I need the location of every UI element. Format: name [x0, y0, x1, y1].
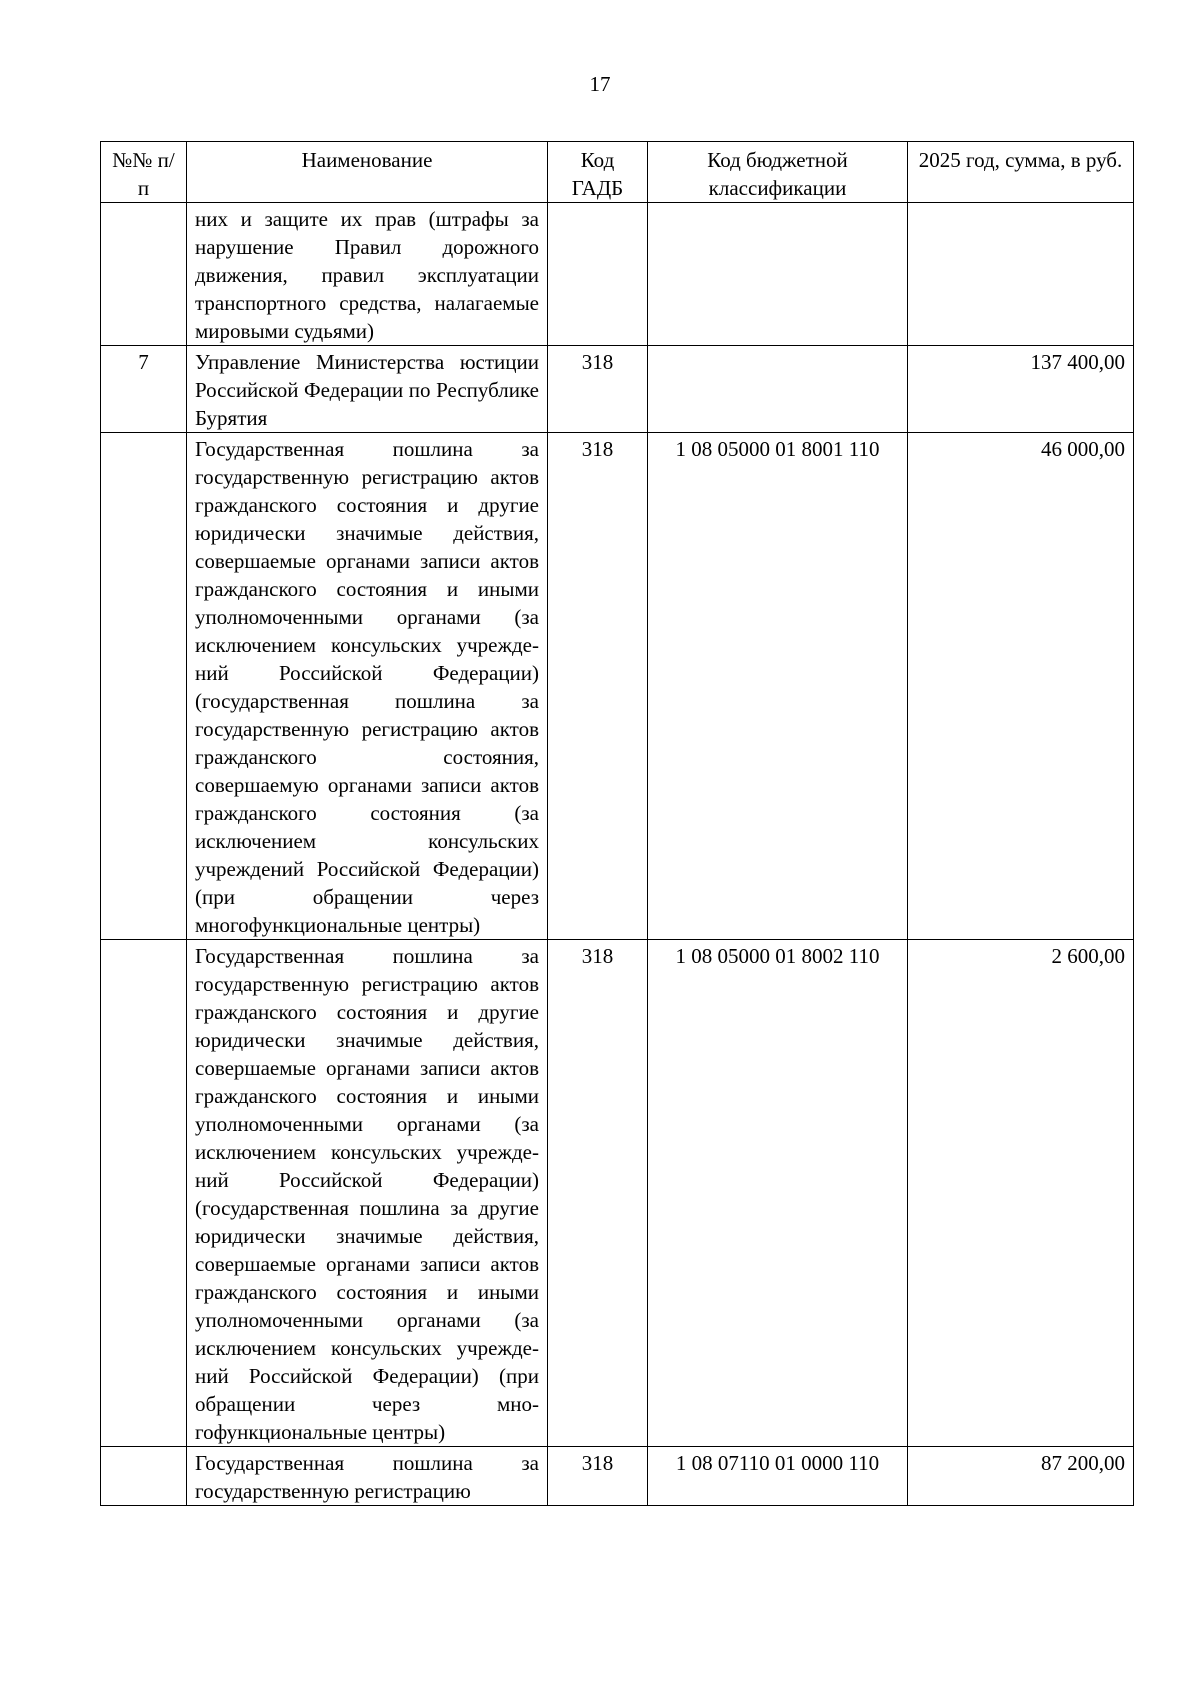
row-gadb [548, 203, 648, 346]
row-name: Государственная пошлина за государственную регистрацию актов гражданского состояния и другие юридически значимые действия, совершаемые органами записи актов гражданского состояния и иными уполномоченными органами (за исключением консульских учреждений Российской Федерации) (государственная пошлина за другие юридически значимые действия, совершаемые органами записи актов гражданского состояния и иными уполномоченными органами (за исключением консульских учреждений Российской Федерации) (при обращении через многофункциональные центры) [187, 940, 548, 1447]
row-sum [908, 203, 1134, 346]
row-gadb: 318 [548, 940, 648, 1447]
header-kbk: Код бюджетной классификации [648, 142, 908, 203]
row-num [101, 433, 187, 940]
row-name: Государственная пошлина за государственную регистрацию [187, 1447, 548, 1506]
table-row [101, 1447, 1134, 1506]
header-sum: 2025 год, сумма, в руб. [908, 142, 1134, 203]
row-sum: 46 000,00 [908, 433, 1134, 940]
table-row [101, 433, 1134, 940]
row-gadb: 318 [548, 1447, 648, 1506]
row-num [101, 203, 187, 346]
row-sum: 2 600,00 [908, 940, 1134, 1447]
row-kbk [648, 203, 908, 346]
row-name: них и защите их прав (штрафы за нарушение Правил дорожного движения, правил эксплуатации транспортного средства, налагаемые мировыми судьями) [187, 203, 548, 346]
header-num: №№ п/п [101, 142, 187, 203]
row-kbk [648, 346, 908, 433]
budget-revenue-table [100, 141, 1134, 1506]
row-gadb: 318 [548, 433, 648, 940]
row-name: Управление Министерства юстиции Российской Федерации по Республике Бурятия [187, 346, 548, 433]
row-num [101, 940, 187, 1447]
row-kbk: 1 08 07110 01 0000 110 [648, 1447, 908, 1506]
row-sum: 137 400,00 [908, 346, 1134, 433]
row-num: 7 [101, 346, 187, 433]
table-row [101, 346, 1134, 433]
table-row [101, 203, 1134, 346]
row-kbk: 1 08 05000 01 8002 110 [648, 940, 908, 1447]
header-name: Наименование [187, 142, 548, 203]
row-kbk: 1 08 05000 01 8001 110 [648, 433, 908, 940]
page-number: 17 [589, 72, 611, 96]
row-name: Государственная пошлина за государственную регистрацию актов гражданского состояния и другие юридически значимые действия, совершаемые органами записи актов гражданского состояния и иными уполномоченными органами (за исключением консульских учреждений Российской Федерации) (государственная пошлина за государственную регистрацию актов гражданского состояния, совершаемую органами записи актов гражданского состояния (за исключением консульских учреждений Российской Федерации) (при обращении через многофункциональные центры) [187, 433, 548, 940]
header-gadb: Код ГАДБ [548, 142, 648, 203]
table-row [101, 940, 1134, 1447]
row-num [101, 1447, 187, 1506]
row-sum: 87 200,00 [908, 1447, 1134, 1506]
row-gadb: 318 [548, 346, 648, 433]
table-header-row [101, 142, 1134, 203]
